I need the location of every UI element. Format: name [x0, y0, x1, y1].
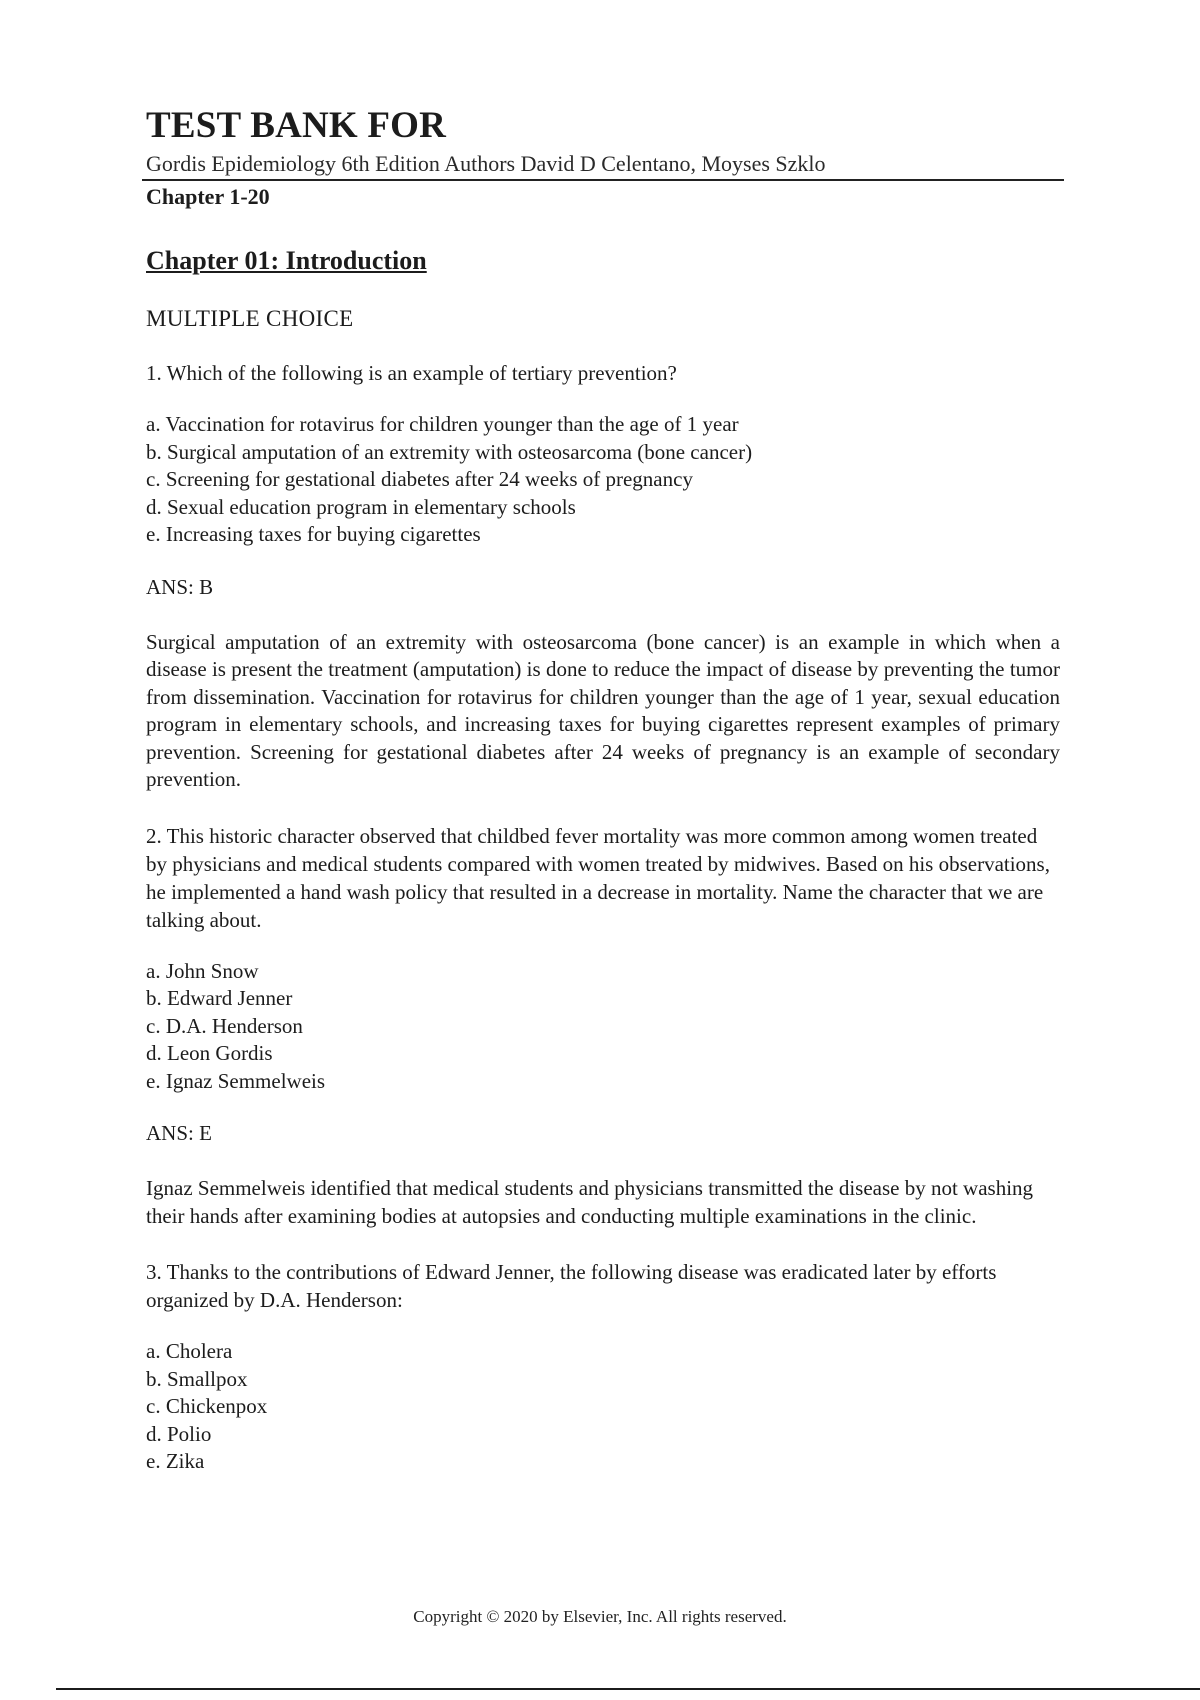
answer-rationale: Ignaz Semmelweis identified that medical students and physicians transmitted the disease by not washing their hands after examining bodies at autopsies and conducting multiple examinations in the clinic.: [146, 1176, 1034, 1228]
document-page: [146, 104, 1060, 1476]
answer-options: [146, 411, 1060, 549]
question-block-2: [146, 822, 1060, 1231]
option-e: e. Ignaz Semmelweis: [146, 1068, 326, 1093]
option-a: a. Cholera: [146, 1339, 233, 1363]
answer-key: ANS: B: [146, 574, 214, 599]
question-block-1: [146, 359, 1060, 794]
document-title: TEST BANK FOR: [146, 105, 447, 146]
option-d: d. Sexual education program in elementary schools: [146, 494, 576, 519]
answer-rationale: Surgical amputation of an extremity with osteosarcoma (bone cancer) is an example in which when a disease is present the treatment (amputation) is done to reduce the impact of disease by preventing the tumor from dissemination. Vaccination for rotavirus for children younger than the age of 1 year, sexual education program in elementary schools, and increasing taxes for buying cigarettes represent examples of primary prevention. Screening for gestational diabetes after 24 weeks of pregnancy is an example of secondary prevention.: [146, 629, 1060, 791]
option-c: c. Screening for gestational diabetes after 24 weeks of pregnancy: [146, 467, 693, 491]
chapter-range: Chapter 1-20: [146, 184, 270, 209]
option-b: b. Smallpox: [146, 1366, 248, 1391]
answer-key: ANS: E: [146, 1121, 212, 1145]
book-subtitle: Gordis Epidemiology 6th Edition Authors David D Celentano, Moyses Szklo: [146, 151, 826, 176]
question-text: 1. Which of the following is an example of tertiary prevention?: [146, 361, 677, 385]
header-divider: [142, 179, 1064, 181]
question-text: 3. Thanks to the contributions of Edward Jenner, the following disease was eradicated later by efforts organized by D.A. Henderson:: [146, 1260, 997, 1312]
copyright-footer: Copyright © 2020 by Elsevier, Inc. All rights reserved.: [413, 1607, 787, 1626]
answer-options: [146, 1338, 1060, 1476]
question-block-3: [146, 1258, 1060, 1476]
section-heading: MULTIPLE CHOICE: [146, 306, 354, 331]
option-a: a. John Snow: [146, 958, 259, 983]
page-bottom-divider: [56, 1688, 1200, 1690]
option-a: a. Vaccination for rotavirus for children younger than the age of 1 year: [146, 412, 739, 436]
option-c: c. D.A. Henderson: [146, 1013, 303, 1038]
chapter-heading: Chapter 01: Introduction: [146, 246, 427, 275]
option-b: b. Surgical amputation of an extremity with osteosarcoma (bone cancer): [146, 439, 753, 464]
question-text: 2. This historic character observed that childbed fever mortality was more common among women treated by physicians and medical students compared with women treated by midwives. Based on his observations, he implemented a hand wash policy that resulted in a decrease in mortality. Name the character that we are talking about.: [146, 823, 1050, 932]
option-e: e. Increasing taxes for buying cigarettes: [146, 522, 481, 546]
option-b: b. Edward Jenner: [146, 986, 293, 1010]
option-d: d. Leon Gordis: [146, 1041, 273, 1065]
option-c: c. Chickenpox: [146, 1394, 268, 1418]
option-e: e. Zika: [146, 1449, 205, 1473]
answer-options: [146, 958, 1060, 1096]
option-d: d. Polio: [146, 1421, 212, 1446]
